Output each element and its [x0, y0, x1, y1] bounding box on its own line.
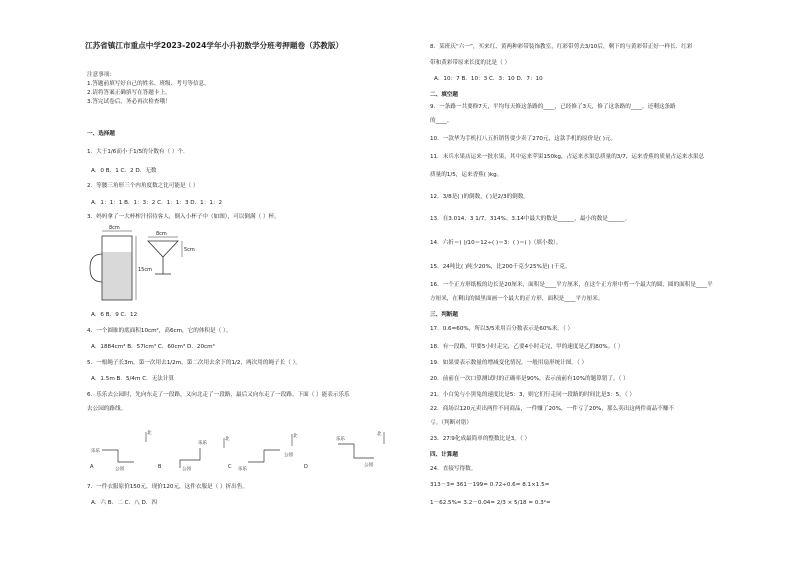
- question-text: 去公园的路线。: [87, 406, 127, 412]
- question-text: 22．商场以120元卖出两件不同商品，一件赚了20%，一件亏了20%，那么卖出这两件商品不赚不: [430, 406, 675, 412]
- question-options: A．6 B．9 C．12: [91, 312, 138, 318]
- question-text: 的____。: [430, 118, 453, 124]
- question-text: 17．0.6=60%，所以3/5米用百分数表示是60%米。（ ）: [430, 326, 574, 332]
- question-text: 亏。（判断对错）: [430, 420, 472, 426]
- section-heading-fill: 二、填空题: [430, 92, 458, 98]
- question-options: A．1：1：1 B．1：3：2 C．1：1：3 D．1：1：2: [91, 200, 223, 206]
- question-text: 1．大于1/6而小于1/5的分数有（ ）个.: [87, 149, 185, 155]
- svg-text:乐乐: 乐乐: [238, 467, 247, 472]
- question-text: 16．一个正方形纸板的边长是20厘米，面积是____平方厘米，在这个正方形中剪一个最大的圆，圆的面积是____平: [430, 282, 713, 288]
- note-item: 3.答完试卷后，务必再次检查哦！: [87, 99, 171, 105]
- section-heading-calc: 四、计算题: [430, 452, 458, 458]
- note-item: 2.请将答案正确填写在答题卡上。: [87, 90, 171, 96]
- svg-text:公园: 公园: [284, 453, 293, 458]
- route-figures: [88, 428, 388, 476]
- question-text: 带和黄彩带原来长度的比是（ ）: [430, 60, 511, 66]
- question-text: 14．六折＝( )/10＝12÷( )＝3：( )＝( )（填小数）。: [430, 240, 562, 246]
- section-heading-judge: 三、判断题: [430, 312, 458, 318]
- question-text: 19．如果要表示数量的增减变化情况，一般用扇形统计图。（ ）: [430, 360, 588, 366]
- question-text: 6．乐乐去公园时，先向东走了一段路，又向北走了一段路，最后又向东走了一段路。下面（ ）能表示乐乐: [87, 392, 350, 398]
- question-text: 24．直接写得数。: [430, 466, 477, 472]
- goblet-figure: [140, 230, 200, 290]
- question-text: 7．一件衣服原价150元，现价120元，这件衣服是（ ）折出售。: [87, 484, 248, 490]
- question-text: 9．一条路一共要修7天，平均每天修这条路的____，已经修了3天，修了这条路的____，还剩这条路: [430, 104, 676, 110]
- svg-text:公园: 公园: [364, 463, 373, 468]
- question-options: A．1.5m B．5/4m C．无法计算: [91, 376, 175, 382]
- svg-text:北: 北: [293, 434, 298, 439]
- large-cup-height-label: 15cm: [138, 267, 152, 273]
- question-text: 12．3/8是( )的倒数，( )是2/3的倒数。: [430, 194, 529, 200]
- question-text: 23．27∶9化成最简单的整数比是3。（ ）: [430, 436, 531, 442]
- svg-text:北: 北: [147, 431, 152, 436]
- svg-text:公园: 公园: [182, 467, 191, 472]
- question-text: 8．某班庆“六一”，买来红、黄两种彩带装饰教室，红彩带剪去3/10后，剩下的与黄彩带正好一样长．红彩: [430, 44, 693, 50]
- svg-text:A: A: [90, 464, 94, 470]
- large-cup-width-label: 8cm: [109, 225, 120, 231]
- goblet-bowl: [148, 241, 178, 257]
- svg-text:公园: 公园: [115, 467, 124, 472]
- question-text: 13．在3.014、3 1/7、314%、3.1̇4̇中最大的数是______，最小的数是______。: [430, 216, 631, 222]
- question-text: 21．小白兔与小黑兔的速度比是5：3，则它们行走同一段路的时间比是3：5。（ ）: [430, 392, 635, 398]
- svg-text:乐乐: 乐乐: [91, 449, 100, 454]
- juice-fill: [103, 252, 132, 300]
- svg-text:北: 北: [377, 432, 382, 437]
- section-heading-choice: 一、选择题: [87, 131, 115, 137]
- question-text: 11．未兵水果店运来一批水果，其中运来苹果150kg，占运来水果总质量的3/7，运来香蕉的质量占运来水果总: [430, 154, 705, 160]
- route-option-d: [304, 430, 384, 470]
- question-text: 2．等腰三角形三个内角度数之比可能是（ ）: [87, 183, 199, 189]
- question-text: 方厘米，在剩出的圆里面画一个最大的正方形，面积是____平方厘米。: [430, 296, 604, 302]
- question-options: A．六 B．二 C．八 D．四: [91, 500, 157, 506]
- notes-heading: 注意事项：: [87, 72, 115, 78]
- small-cup-width-label: 8cm: [156, 231, 167, 237]
- small-cup-height-label: 5cm: [184, 247, 195, 253]
- svg-text:乐乐: 乐乐: [336, 437, 345, 442]
- question-text: 4．一个圆锥的底面积10cm²，高6cm，它的体积是（ ）。: [87, 328, 232, 334]
- question-text: 20．前前在一次口算测试时的正确率是90%，表示前前有10%的题算错了。（ ）: [430, 376, 629, 382]
- svg-text:B: B: [158, 464, 162, 470]
- exam-title: 江苏省镇江市重点中学2023-2024学年小升初数学分班考押题卷（苏教版）: [85, 41, 344, 50]
- question-text: 质量的1/5，运来香蕉( )kg。: [430, 172, 503, 178]
- question-options: A．0 B．1 C．2 D．无数: [91, 168, 157, 174]
- question-options: A．10：7 B．10：3 C．3：10 D．7：10: [434, 76, 543, 82]
- question-options: A．1884cm³ B．57lcm³ C．60cm³ D．20cm³: [91, 344, 215, 350]
- question-text: 15．24吨比( )吨少20%，比200千克少25%是( )千克。: [430, 264, 571, 270]
- route-option-b: [158, 435, 230, 472]
- svg-text:乐乐: 乐乐: [198, 441, 207, 446]
- svg-text:北: 北: [225, 437, 230, 442]
- question-text: 18．有一段路，甲要5小时走完，乙要4小时走完，甲的速度是乙的80%。（ ）: [430, 344, 624, 350]
- question-text: 5．一根绳子长3m，第一次用去1/2m，第二次用去余下的1/2，两次用的绳子长（ ）。: [87, 360, 301, 366]
- note-item: 1.答题前填写好自己的姓名、班级、考号等信息。: [87, 81, 210, 87]
- svg-text:C: C: [228, 464, 232, 470]
- route-option-a: [90, 429, 152, 472]
- calc-row: 313－3= 361－199= 0.72÷0.6= 8.1×1.5=: [430, 482, 550, 488]
- calc-row: 1－62.5%= 3.2－0.04= 2/3 × 5/18 = 0.3²=: [430, 500, 551, 506]
- question-text: 10．一款华为手机打八五折销售要少卖了270元，这款手机的原价是( )元。: [430, 136, 617, 142]
- question-text: 3．妈妈拿了一大杯榨汁招待客人，倒入小杯子中（如图），可以倒满（ ）杯。: [87, 214, 280, 220]
- route-option-c: [228, 432, 298, 472]
- svg-text:D: D: [304, 464, 308, 470]
- cup-handle: [90, 254, 102, 282]
